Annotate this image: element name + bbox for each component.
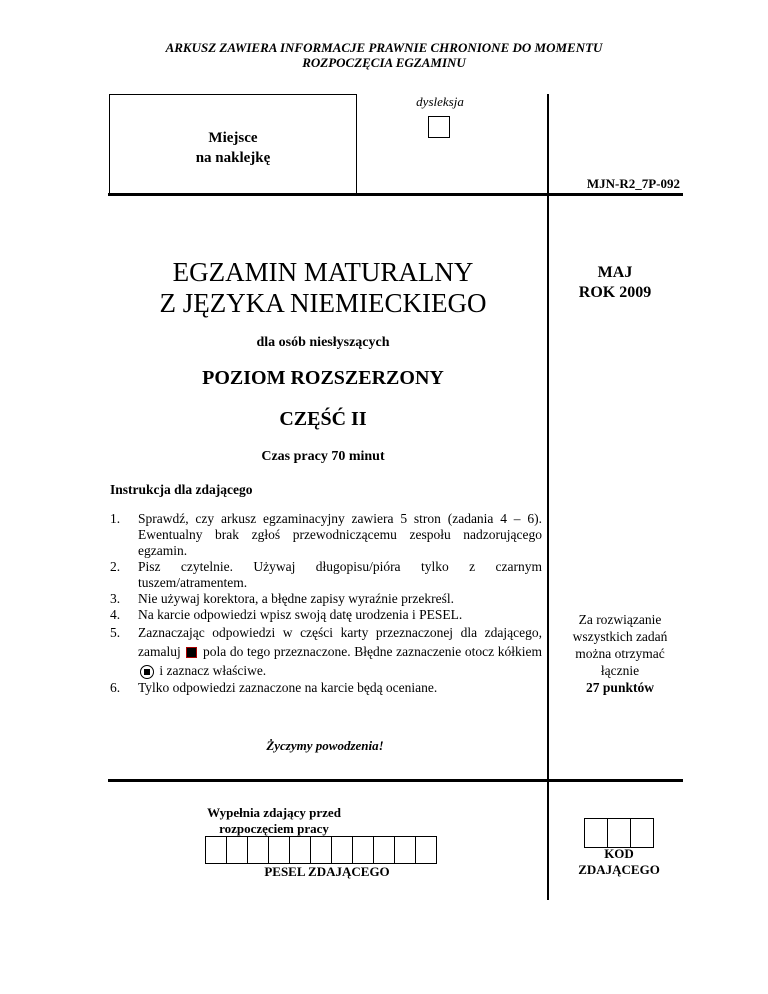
fill-instruction <box>110 805 438 837</box>
pesel-label: PESEL ZDAJĄCEGO <box>264 864 390 879</box>
kod-label <box>560 846 678 878</box>
instructions-list <box>110 511 542 696</box>
good-luck-message: Życzymy powodzenia! <box>266 738 384 753</box>
instruction-number: 4. <box>110 607 121 622</box>
kod-digit-box[interactable] <box>630 818 654 848</box>
pesel-digit-box[interactable] <box>331 836 353 864</box>
pesel-digit-box[interactable] <box>352 836 374 864</box>
sticker-label-line-1: Miejsce <box>208 130 258 146</box>
points-line-4: łącznie <box>600 663 640 678</box>
audience-subtitle: dla osób niesłyszących <box>256 335 390 350</box>
points-info <box>555 611 685 696</box>
instruction-number: 3. <box>110 591 121 606</box>
instruction-text: Na karcie odpowiedzi wpisz swoją datę urodzenia i PESEL. <box>138 607 463 622</box>
instruction-item <box>110 607 542 623</box>
dyslexia-checkbox[interactable] <box>428 116 450 138</box>
instruction-text: Nie używaj korektora, a błędne zapisy wyraźnie przekreśl. <box>138 591 454 606</box>
kod-digit-box[interactable] <box>584 818 608 848</box>
points-line-2: wszystkich zadań <box>572 629 668 644</box>
instruction-text: Tylko odpowiedzi zaznaczone na karcie będą oceniane. <box>138 680 438 695</box>
instruction-number: 2. <box>110 559 121 574</box>
instruction-item <box>110 623 542 680</box>
dyslexia-label: dysleksja <box>416 94 464 109</box>
circled-square-icon <box>140 665 154 679</box>
notice-line-2: ROZPOCZĘCIA EGZAMINU <box>302 55 466 70</box>
fill-instruction-line-2: rozpoczęciem pracy <box>219 821 329 836</box>
instruction-item <box>110 511 542 559</box>
filled-square-icon <box>186 647 197 658</box>
pesel-digit-box[interactable] <box>226 836 248 864</box>
pesel-digit-box[interactable] <box>268 836 290 864</box>
exam-date <box>550 263 680 303</box>
notice-line-1: ARKUSZ ZAWIERA INFORMACJE PRAWNIE CHRONIONE DO MOMENTU <box>165 40 603 55</box>
pesel-digit-box[interactable] <box>373 836 395 864</box>
instruction-text-a: Zaznaczając odpowiedzi w części karty przeznaczonej dla zdającego, zamaluj <box>138 625 542 659</box>
instructions-heading: Instrukcja dla zdającego <box>110 482 253 497</box>
pesel-digit-box[interactable] <box>394 836 416 864</box>
exam-code: MJN-R2_7P-092 <box>586 176 680 191</box>
pesel-boxes <box>206 836 437 864</box>
instruction-number: 6. <box>110 680 121 695</box>
kod-label-line-1: KOD <box>604 846 634 861</box>
exam-year: ROK 2009 <box>578 284 652 301</box>
pesel-digit-box[interactable] <box>415 836 437 864</box>
instruction-item <box>110 559 542 591</box>
top-divider <box>108 193 683 196</box>
pesel-digit-box[interactable] <box>205 836 227 864</box>
confidentiality-notice <box>100 40 668 70</box>
instruction-item <box>110 591 542 607</box>
instruction-text-c: i zaznacz właściwe. <box>159 663 267 678</box>
instruction-number: 1. <box>110 511 121 526</box>
kod-digit-box[interactable] <box>607 818 631 848</box>
instruction-text: Pisz czytelnie. Używaj długopisu/pióra tylko z czarnym tuszem/atramentem. <box>138 559 542 590</box>
kod-boxes <box>585 818 654 848</box>
instruction-number: 5. <box>110 625 121 640</box>
instruction-item <box>110 680 542 696</box>
pesel-digit-box[interactable] <box>310 836 332 864</box>
exam-time: Czas pracy 70 minut <box>261 449 385 464</box>
pesel-digit-box[interactable] <box>247 836 269 864</box>
fill-instruction-line-1: Wypełnia zdający przed <box>207 805 341 820</box>
points-total: 27 punktów <box>586 680 654 695</box>
pesel-digit-box[interactable] <box>289 836 311 864</box>
exam-month: MAJ <box>597 264 633 281</box>
exam-title-line-2: Z JĘZYKA NIEMIECKIEGO <box>159 288 487 318</box>
exam-part: CZĘŚĆ II <box>279 408 367 430</box>
sticker-label <box>109 128 357 168</box>
exam-title <box>110 257 536 319</box>
points-line-3: można otrzymać <box>575 646 665 661</box>
points-line-1: Za rozwiązanie <box>578 612 662 627</box>
kod-label-line-2: ZDAJĄCEGO <box>578 862 660 877</box>
exam-level: POZIOM ROZSZERZONY <box>202 367 444 389</box>
instruction-text-b: pola do tego przeznaczone. Błędne zaznaczenie otocz kółkiem <box>202 644 543 659</box>
sticker-label-line-2: na naklejkę <box>195 150 271 166</box>
instruction-text: Sprawdź, czy arkusz egzaminacyjny zawiera 5 stron (zadania 4 – 6). Ewentualny brak zgłoś przewodniczącemu zespołu nadzorującego egzamin. <box>138 511 542 558</box>
exam-title-line-1: EGZAMIN MATURALNY <box>172 257 474 287</box>
bottom-divider <box>108 779 683 782</box>
